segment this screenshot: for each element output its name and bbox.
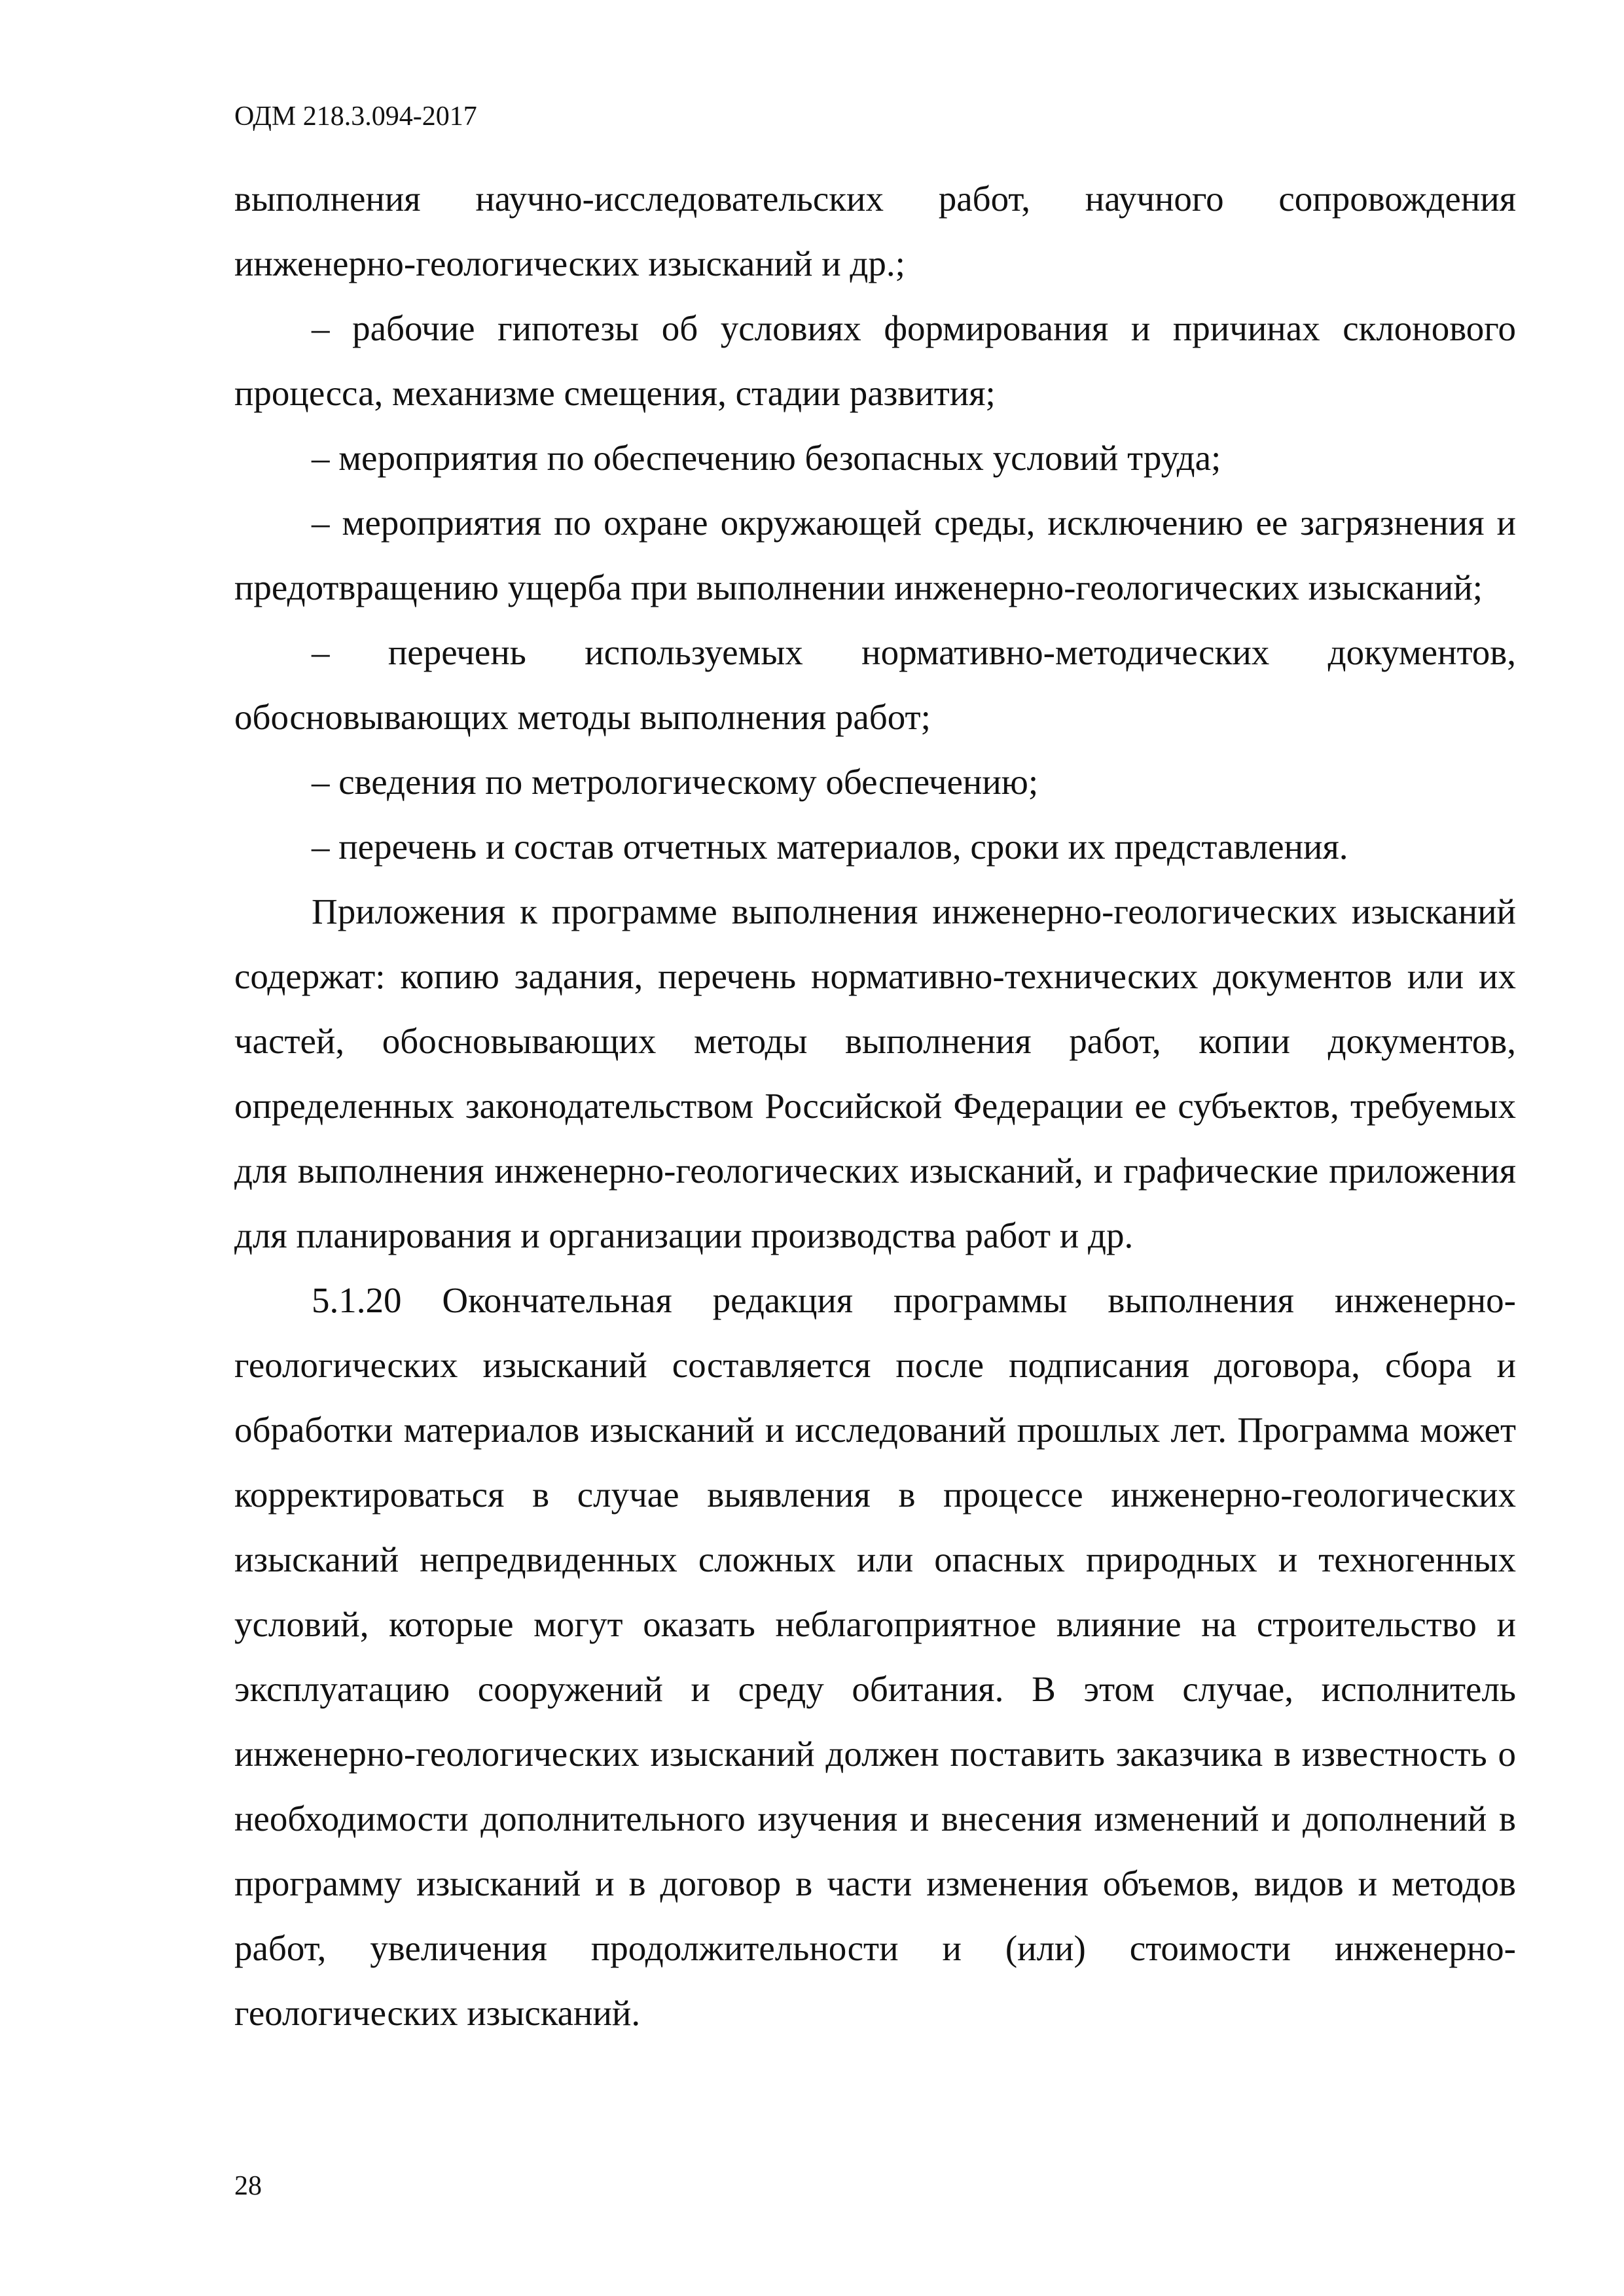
paragraph-appendices: Приложения к программе выполнения инженерно-геологических изысканий содержат: копию задания, перечень нормативно-технических документов или их частей, обосновывающих методы выполнения работ, копии документов, определенных законодательством Российской Федерации ее субъектов, требуемых для выполнения инженерно-геологических изысканий, и графические приложения для планирования и организации производства работ и др. — [234, 891, 1516, 1255]
page-number: 28 — [234, 2171, 262, 2201]
paragraph-continuation: выполнения научно-исследовательских работ, научного сопровождения инженерно-геологических изысканий и др.; — [234, 179, 1516, 283]
list-item-environment: – мероприятия по охране окружающей среды, исключению ее загрязнения и предотвращению ущерба при выполнении инженерно-геологических изысканий; — [234, 503, 1516, 607]
list-item-normative-docs: – перечень используемых нормативно-методических документов, обосновывающих методы выполнения работ; — [234, 632, 1516, 737]
list-item-safety: – мероприятия по обеспечению безопасных условий труда; — [312, 438, 1221, 478]
list-item-reports: – перечень и состав отчетных материалов, сроки их представления. — [312, 827, 1348, 867]
document-code-header: ОДМ 218.3.094-2017 — [234, 101, 477, 132]
body-text — [234, 166, 1516, 2045]
list-item-hypotheses: – рабочие гипотезы об условиях формирования и причинах склонового процесса, механизме смещения, стадии развития; — [234, 308, 1516, 413]
paragraph-5-1-20: 5.1.20 Окончательная редакция программы выполнения инженерно-геологических изысканий составляется после подписания договора, сбора и обработки материалов изысканий и исследований прошлых лет. Программа может корректироваться в случае выявления в процессе инженерно-геологических изысканий непредвиденных сложных или опасных природных и техногенных условий, которые могут оказать неблагоприятное влияние на строительство и эксплуатацию сооружений и среду обитания. В этом случае, исполнитель инженерно-геологических изысканий должен поставить заказчика в известность о необходимости дополнительного изучения и внесения изменений и дополнений в программу изысканий и в договор в части изменения объемов, видов и методов работ, увеличения продолжительности и (или) стоимости инженерно-геологических изысканий. — [234, 1280, 1516, 2033]
list-item-metrology: – сведения по метрологическому обеспечению; — [312, 762, 1039, 802]
